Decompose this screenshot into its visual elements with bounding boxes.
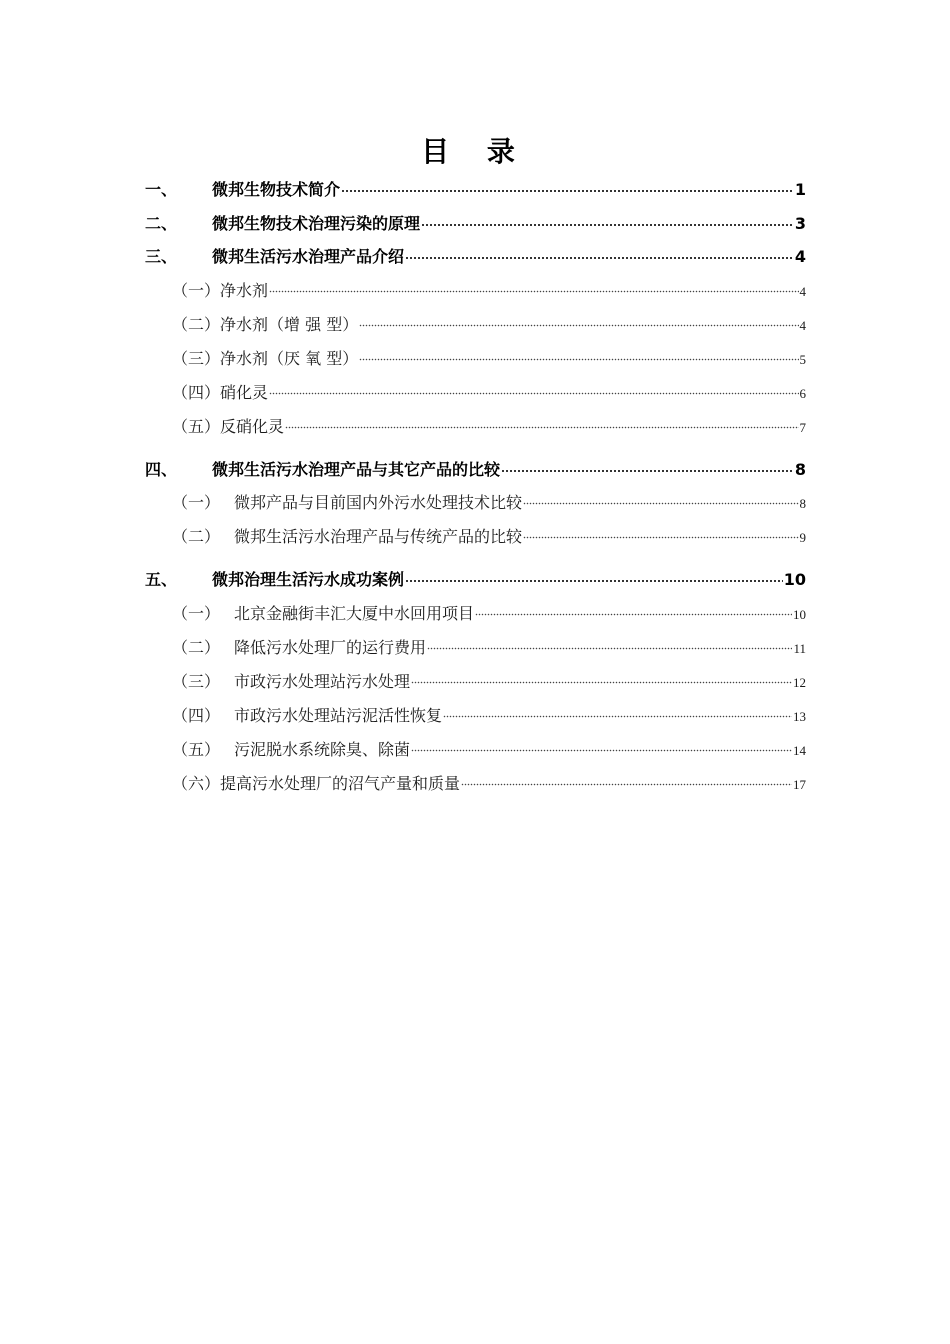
toc-entry-number: 五、 — [145, 570, 178, 589]
dot-leader — [501, 469, 794, 473]
toc-entry-page: 7 — [799, 420, 806, 435]
toc-entry-number: （二） — [172, 638, 221, 657]
dot-leader — [341, 189, 794, 193]
toc-entry-label: 反硝化灵 — [220, 417, 285, 436]
toc-entry-number: 三、 — [145, 247, 178, 266]
toc-entry-label: 微邦生活污水治理产品与其它产品的比较 — [212, 460, 501, 479]
dot-leader — [269, 392, 798, 395]
toc-entry-page: 14 — [793, 743, 806, 758]
dot-leader — [427, 647, 792, 650]
dot-leader — [443, 715, 792, 718]
toc-entry-page: 1 — [794, 180, 806, 199]
toc-entry[interactable] — [145, 457, 806, 480]
toc-entry-page: 11 — [793, 641, 806, 656]
toc-entry-number: 一、 — [145, 180, 178, 199]
toc-entry-label: 微邦生活污水治理产品与传统产品的比较 — [234, 527, 523, 546]
dot-leader — [411, 681, 792, 684]
toc-entry[interactable] — [145, 211, 806, 234]
toc-entry-number: 二、 — [145, 214, 178, 233]
toc-entry-page: 6 — [799, 386, 806, 401]
toc-entry[interactable] — [172, 490, 806, 513]
toc-entry-number: （一） — [172, 281, 221, 300]
toc-entry-page: 10 — [793, 607, 806, 622]
toc-entry-number: （四） — [172, 706, 221, 725]
toc-entry-number: （五） — [172, 740, 221, 759]
toc-entry-number: （一） — [172, 604, 221, 623]
toc-entry-page: 4 — [799, 284, 806, 299]
toc-entry[interactable] — [172, 703, 806, 726]
toc-entry[interactable] — [172, 312, 806, 335]
toc-entry-label: 北京金融街丰汇大厦中水回用项目 — [234, 604, 475, 623]
toc-entry-page: 3 — [794, 214, 806, 233]
toc-entry-number: （五） — [172, 417, 221, 436]
toc-entry-label: 微邦产品与目前国内外污水处理技术比较 — [234, 493, 523, 512]
toc-title: 目 录 — [421, 135, 529, 168]
toc-entry-number: （四） — [172, 383, 221, 402]
dot-leader — [359, 358, 798, 361]
toc-entry-label: 净水剂 — [220, 281, 269, 300]
dot-leader — [285, 426, 798, 429]
toc-entry-page: 17 — [793, 777, 806, 792]
toc-entry-number: 四、 — [145, 460, 178, 479]
dot-leader — [475, 613, 792, 616]
toc-entry-page: 4 — [799, 318, 806, 333]
dot-leader — [269, 290, 798, 293]
toc-entry-number: （一） — [172, 493, 221, 512]
toc-entry[interactable] — [172, 414, 806, 437]
toc-entry[interactable] — [172, 278, 806, 301]
toc-entry-number: （六） — [172, 774, 221, 793]
toc-entry-label: 微邦生物技术简介 — [212, 180, 341, 199]
toc-entry-page: 8 — [794, 460, 806, 479]
toc-entry[interactable] — [145, 567, 806, 590]
toc-entry-page: 5 — [799, 352, 806, 367]
dot-leader — [405, 579, 783, 583]
toc-entry-label: 微邦治理生活污水成功案例 — [212, 570, 405, 589]
dot-leader — [523, 502, 798, 505]
toc-entry-label: 市政污水处理站污泥活性恢复 — [234, 706, 443, 725]
toc-entry[interactable] — [145, 177, 806, 200]
toc-entry-number: （二） — [172, 315, 221, 334]
dot-leader — [359, 324, 798, 327]
toc-entry-label: 硝化灵 — [220, 383, 269, 402]
toc-entry[interactable] — [172, 669, 806, 692]
toc-entry[interactable] — [172, 601, 806, 624]
toc-entry[interactable] — [172, 737, 806, 760]
dot-leader — [405, 256, 794, 260]
toc-entry-label: 微邦生物技术治理污染的原理 — [212, 214, 421, 233]
toc-entry-label: 降低污水处理厂的运行费用 — [234, 638, 427, 657]
toc-entry-label: 污泥脱水系统除臭、除菌 — [234, 740, 411, 759]
toc-entry-page: 8 — [799, 496, 806, 511]
toc-entry-number: （二） — [172, 527, 221, 546]
dot-leader — [421, 223, 794, 227]
toc-entry[interactable] — [145, 244, 806, 267]
toc-entry[interactable] — [172, 635, 806, 658]
toc-entry[interactable] — [172, 524, 806, 547]
dot-leader — [461, 783, 792, 786]
toc-entry-page: 13 — [793, 709, 806, 724]
toc-entry[interactable] — [172, 771, 806, 794]
toc-entry-label: 净水剂（增 强 型） — [220, 315, 359, 334]
toc-entry-number: （三） — [172, 672, 221, 691]
toc-entry-page: 10 — [783, 570, 806, 589]
dot-leader — [411, 749, 792, 752]
toc-entry-label: 微邦生活污水治理产品介绍 — [212, 247, 405, 266]
toc-entry-page: 4 — [794, 247, 806, 266]
toc-entry-page: 9 — [799, 530, 806, 545]
toc-entry-page: 12 — [793, 675, 806, 690]
toc-entry[interactable] — [172, 346, 806, 369]
toc-entry-number: （三） — [172, 349, 221, 368]
toc-entry-label: 提高污水处理厂的沼气产量和质量 — [220, 774, 461, 793]
dot-leader — [523, 536, 798, 539]
toc-entry-label: 市政污水处理站污水处理 — [234, 672, 411, 691]
toc-entry-label: 净水剂（厌 氧 型） — [220, 349, 359, 368]
toc-entry[interactable] — [172, 380, 806, 403]
